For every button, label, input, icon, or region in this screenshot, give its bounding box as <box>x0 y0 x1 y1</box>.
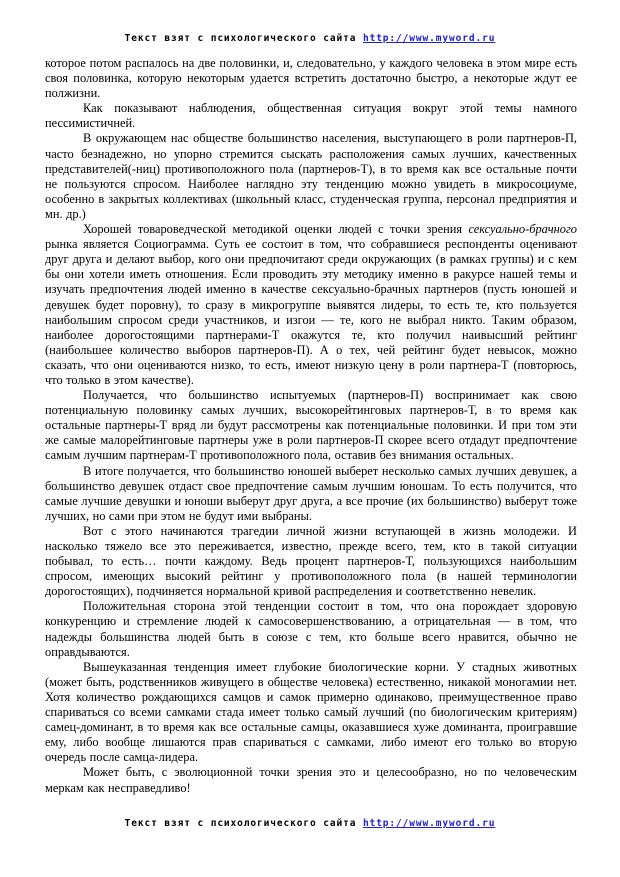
paragraph-3: В окружающем нас обществе большинство населения, выступающего в роли партнеров-П, часто безнадежно, но упорно стремится сыскать расположения самых лучших, качественных представителей(-ниц) противоположного пола (партнеров-Т), в то время как все остальные почти не пользуются спросом. Наиболее наглядно эту тенденцию можно увидеть в микросоциуме, особенно в закрытых коллективах (школьный класс, студенческая группа, персонал предприятия и мн. др.) <box>45 131 577 221</box>
paragraph-10: Может быть, с эволюционной точки зрения это и целесообразно, но по человеческим меркам как несправедливо! <box>45 765 577 795</box>
paragraph-4-emphasis: сексуально-брачного <box>468 222 577 237</box>
paragraph-4-lead: Хорошей товароведческой методикой оценки людей с точки зрения <box>83 222 469 237</box>
paragraph-4 <box>45 222 577 388</box>
paragraph-1: которое потом распалось на две половинки, и, следовательно, у каждого человека в этом мире есть своя половинка, которую некоторым удается встретить достаточно быстро, а некоторые ждут ее полжизни. <box>45 56 577 101</box>
paragraph-5: Получается, что большинство испытуемых (партнеров-П) воспринимает как свою потенциальную половинку самых лучших, высокорейтинговых партнеров-Т, в то время как остальные партнеры-Т вряд ли будут рассмотрены как потенциальные половинки. И при том эти же самые малорейтинговые партнеры уже в роли партнеров-П скорее всего отдадут предпочтение самым лучшим партнерам-Т противоположного пола, оставив без внимания остальных. <box>45 388 577 463</box>
paragraph-2: Как показывают наблюдения, общественная ситуация вокруг этой темы намного пессимистичней. <box>45 101 577 131</box>
paragraph-4-rest: рынка является Социограмма. Суть ее состоит в том, что собравшиеся респонденты оценивают друг друга и делают выбор, кого они предпочитают среди окружающих (в рамках группы) и с кем бы они хотели иметь отношения. Если проводить эту методику именно в ракурсе нашей темы и изучать предпочтения людей именно в качестве сексуально-брачных партнеров (пусть юношей и девушек будет поровну), то сразу в микрогруппе выявятся лидеры, то есть те, кто пользуется наибольшим спросом среди участников, и изгои — те, кого не выбрал никто. Таким образом, наиболее дорогостоящими партнерами-Т окажутся те, кто получил наивысший рейтинг (наибольшее количество выборов партнеров-П). А о тех, чей рейтинг будет невысок, можно сказать, что они оцениваются низко, то есть, имеют низкую цену в роли партнера-Т (повторюсь, что только в этом качестве). <box>45 237 577 387</box>
paragraph-6: В итоге получается, что большинство юношей выберет несколько самых лучших девушек, а большинство девушек отдаст свое предпочтение самым лучшим юношам. То есть получится, что самые лучшие девушки и юноши выберут друг друга, а все прочие (их большинство) выберут тоже лучших, но сами при этом не будут ими выбраны. <box>45 463 577 523</box>
paragraph-8: Положительная сторона этой тенденции состоит в том, что она порождает здоровую конкуренцию и стремление людей к самосовершенствованию, а отрицательная — в том, что надежды большинства людей быть в союзе с тем, кто больше всего нравится, обычно не оправдываются. <box>45 599 577 659</box>
footer-banner-text: Текст взят с психологического сайта <box>124 818 363 829</box>
header-banner-link[interactable]: http://www.myword.ru <box>362 33 496 44</box>
document-body <box>45 56 577 796</box>
header-banner-text: Текст взят с психологического сайта <box>124 33 363 44</box>
footer-banner-link[interactable]: http://www.myword.ru <box>362 818 496 829</box>
paragraph-9: Вышеуказанная тенденция имеет глубокие биологические корни. У стадных животных (может быть, родственников живущего в обществе человека) естественно, никакой моногамии нет. Хотя количество рождающихся самцов и самок примерно одинаково, преимущественное право спариваться со всеми самками стада имеет только самый лучший (по биологическим критериям) самец-доминант, в то время как все остальные самцы, оказавшиеся хуже доминанта, проигравшие ему, либо вообще лишаются прав спариваться с самками, либо имеют его только во вторую очередь после самца-лидера. <box>45 659 577 765</box>
paragraph-7: Вот с этого начинаются трагедии личной жизни вступающей в жизнь молодежи. И насколько тяжело все это переживается, известно, прежде всего, тем, кто в такой ситуации побывал, то есть… почти каждому. Ведь процент партнеров-Т, пользующихся наибольшим спросом, имеющих высокий рейтинг у противоположного пола (в нашей терминологии дорогостоящих), подчиняется нормальной кривой распределения и соответственно невелик. <box>45 523 577 599</box>
footer-banner <box>0 818 620 829</box>
header-banner <box>0 33 620 44</box>
